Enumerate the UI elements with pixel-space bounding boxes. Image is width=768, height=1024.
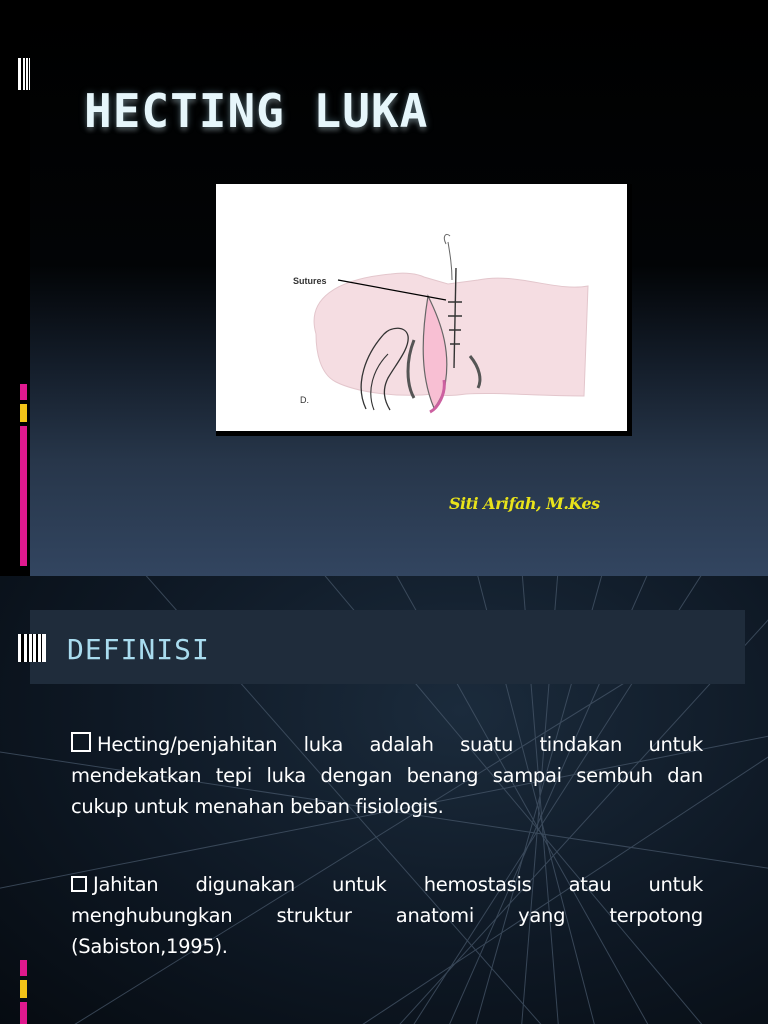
bullet-2-text: Jahitan digunakan untuk hemostasis atau untuk menghubungkan struktur anatomi yang terpotong (Sabiston,1995). [71,873,703,958]
marker-yellow [20,980,27,998]
bullet-1 [71,729,703,822]
marker-magenta [20,384,27,400]
slide-marker-icon [18,58,30,90]
panel-label: D. [300,395,309,405]
sutures-label: Sutures [293,276,327,286]
marker-magenta-long [20,426,27,566]
checkbox-bullet-icon [71,876,87,892]
definition-slide [0,576,768,1024]
bullet-2 [71,869,703,962]
section-title: DEFINISI [67,633,210,666]
author-name: Siti Arifah, M.Kes [449,494,600,513]
marker-yellow [20,404,27,422]
slide-title: HECTING LUKA [84,84,429,138]
checkbox-bullet-icon [71,732,91,752]
marker-magenta [20,960,27,976]
bullet-1-text: Hecting/penjahitan luka adalah suatu tindakan untuk mendekatkan tepi luka dengan benang sampai sembuh dan cukup untuk menahan beban fisiologis. [71,733,703,818]
slide-marker-icon [18,634,46,662]
marker-magenta-long [20,1002,27,1024]
suture-illustration [216,184,632,436]
